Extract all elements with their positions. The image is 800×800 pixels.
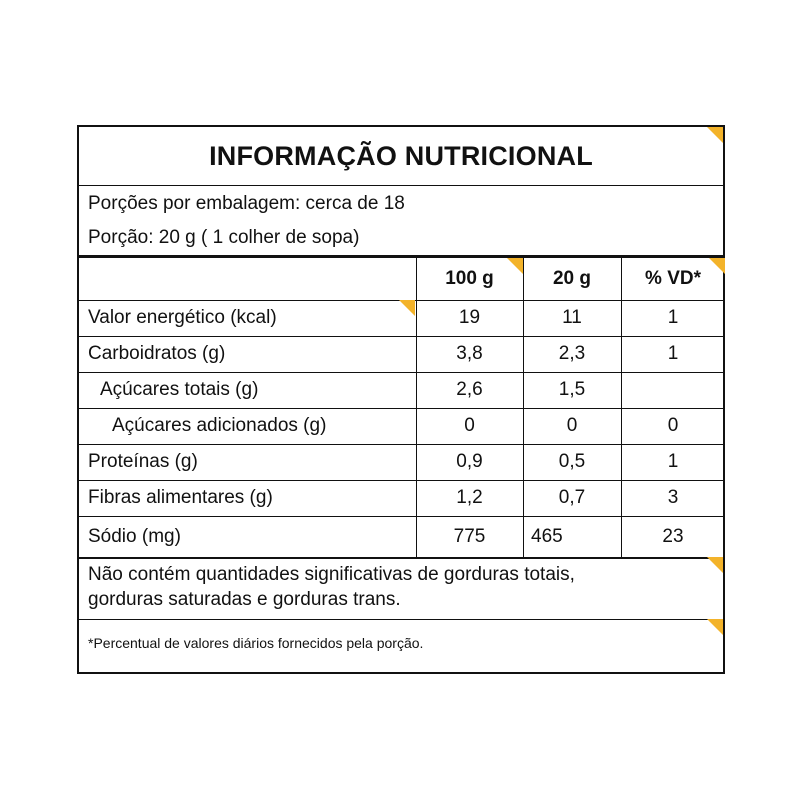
nutrient-name: Açúcares adicionados (g) bbox=[112, 415, 327, 436]
value-vd: 0 bbox=[667, 415, 679, 436]
col-header-100g: 100 g bbox=[445, 268, 494, 289]
nutrient-name: Fibras alimentares (g) bbox=[88, 487, 273, 508]
nutrient-name: Sódio (mg) bbox=[88, 525, 181, 547]
value-vd: 1 bbox=[667, 451, 679, 472]
value-vd bbox=[621, 372, 725, 408]
value-20g: 1,5 bbox=[558, 379, 586, 400]
column-header-row bbox=[79, 258, 723, 301]
footnote: *Percentual de valores diários fornecidos pela porção. bbox=[88, 635, 424, 651]
value-100g: 775 bbox=[453, 525, 486, 547]
table-row bbox=[79, 480, 723, 517]
column-divider bbox=[523, 258, 524, 557]
note-line: Não contém quantidades significativas de gorduras totais, bbox=[88, 564, 575, 585]
column-divider bbox=[621, 258, 622, 557]
value-100g: 0 bbox=[464, 415, 475, 436]
nutrient-name: Proteínas (g) bbox=[88, 451, 198, 472]
title-row bbox=[79, 127, 723, 186]
serving-size: Porção: 20 g ( 1 colher de sopa) bbox=[88, 227, 360, 248]
servings-per-package: Porções por embalagem: cerca de 18 bbox=[88, 193, 405, 214]
value-20g: 0,7 bbox=[558, 487, 586, 508]
value-vd: 23 bbox=[662, 525, 684, 547]
table-row bbox=[79, 516, 723, 559]
value-20g: 0,5 bbox=[558, 451, 586, 472]
value-20g: 11 bbox=[562, 307, 582, 328]
table-row bbox=[79, 372, 723, 409]
value-100g: 3,8 bbox=[456, 343, 483, 364]
note-section bbox=[79, 557, 723, 620]
value-20g: 2,3 bbox=[558, 343, 586, 364]
col-header-20g: 20 g bbox=[552, 268, 592, 289]
corner-marker-icon bbox=[709, 258, 725, 274]
column-divider bbox=[416, 258, 417, 557]
corner-marker-icon bbox=[707, 557, 723, 573]
note-line: gorduras saturadas e gorduras trans. bbox=[88, 589, 401, 610]
corner-marker-icon bbox=[707, 619, 723, 635]
nutrient-name: Carboidratos (g) bbox=[88, 343, 226, 364]
value-100g: 2,6 bbox=[456, 379, 483, 400]
value-100g: 19 bbox=[458, 307, 481, 328]
value-vd: 1 bbox=[667, 307, 679, 328]
value-vd: 3 bbox=[667, 487, 679, 508]
corner-marker-icon bbox=[399, 300, 415, 316]
col-header-vd: % VD* bbox=[645, 268, 701, 289]
note-text bbox=[88, 562, 688, 612]
footnote-section bbox=[79, 619, 723, 674]
value-vd: 1 bbox=[667, 343, 679, 364]
value-100g: 1,2 bbox=[456, 487, 483, 508]
value-100g: 0,9 bbox=[456, 451, 483, 472]
value-20g: 0 bbox=[566, 415, 578, 436]
table-row bbox=[79, 336, 723, 373]
table-row bbox=[79, 444, 723, 481]
nutrient-name: Açúcares totais (g) bbox=[100, 379, 259, 400]
nutrition-facts-table bbox=[77, 125, 725, 674]
table-row bbox=[79, 408, 723, 445]
value-20g: 465 bbox=[531, 525, 563, 547]
corner-marker-icon bbox=[707, 127, 723, 143]
table-row bbox=[79, 300, 723, 337]
corner-marker-icon bbox=[507, 258, 523, 274]
nutrient-name: Valor energético (kcal) bbox=[88, 307, 277, 328]
table-title: INFORMAÇÃO NUTRICIONAL bbox=[209, 141, 593, 171]
serving-info bbox=[79, 185, 723, 258]
